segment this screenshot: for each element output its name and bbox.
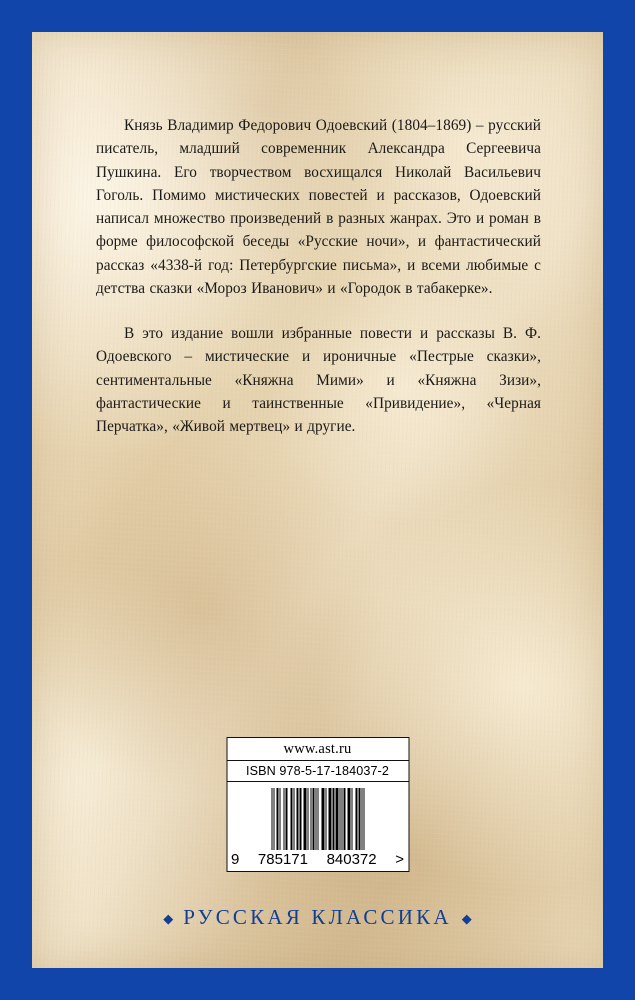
series-name: РУССКАЯ КЛАССИКА [183, 905, 452, 929]
diamond-ornament-left-icon: ◆ [163, 911, 174, 927]
blurb-text-block [96, 114, 541, 438]
barcode-digits [227, 851, 408, 871]
series-name-line [32, 905, 603, 930]
barcode-digit-left: 9 [231, 851, 240, 868]
isbn-label: ISBN 978-5-17-184037-2 [227, 761, 408, 782]
blurb-paragraph-1: Князь Владимир Федорович Одоевский (1804–1869) – русский писатель, младший современник Александра Сергеевича Пушкина. Его творчеством восхищался Николай Васильевич Гоголь. Помимо мистических повестей и рассказов, Одоевский написал множество произведений в разных жанрах. Это и роман в форме философской беседы «Русские ночи», и фантастический рассказ «4338-й год: Петербургские письма», и всеми любимые с детства сказки «Мороз Иванович» и «Городок в табакерке». [96, 117, 541, 297]
barcode-digit-right: 840372 [326, 851, 377, 868]
barcode-block [226, 737, 409, 872]
barcode-digit-end: > [395, 851, 404, 868]
diamond-ornament-right-icon: ◆ [461, 911, 472, 927]
blurb-paragraph-2: В это издание вошли избранные повести и рассказы В. Ф. Одоевского – мистические и ироничные «Пестрые сказки», сентиментальные «Княжна Мими» и «Княжна Зизи», фантастические и таинственные «Привидение», «Черная Перчатка», «Живой мертвец» и другие. [96, 325, 541, 435]
barcode-bars [233, 788, 402, 850]
publisher-website: www.ast.ru [227, 738, 408, 761]
paper-panel [32, 32, 603, 968]
barcode-digit-main: 785171 [257, 851, 308, 868]
